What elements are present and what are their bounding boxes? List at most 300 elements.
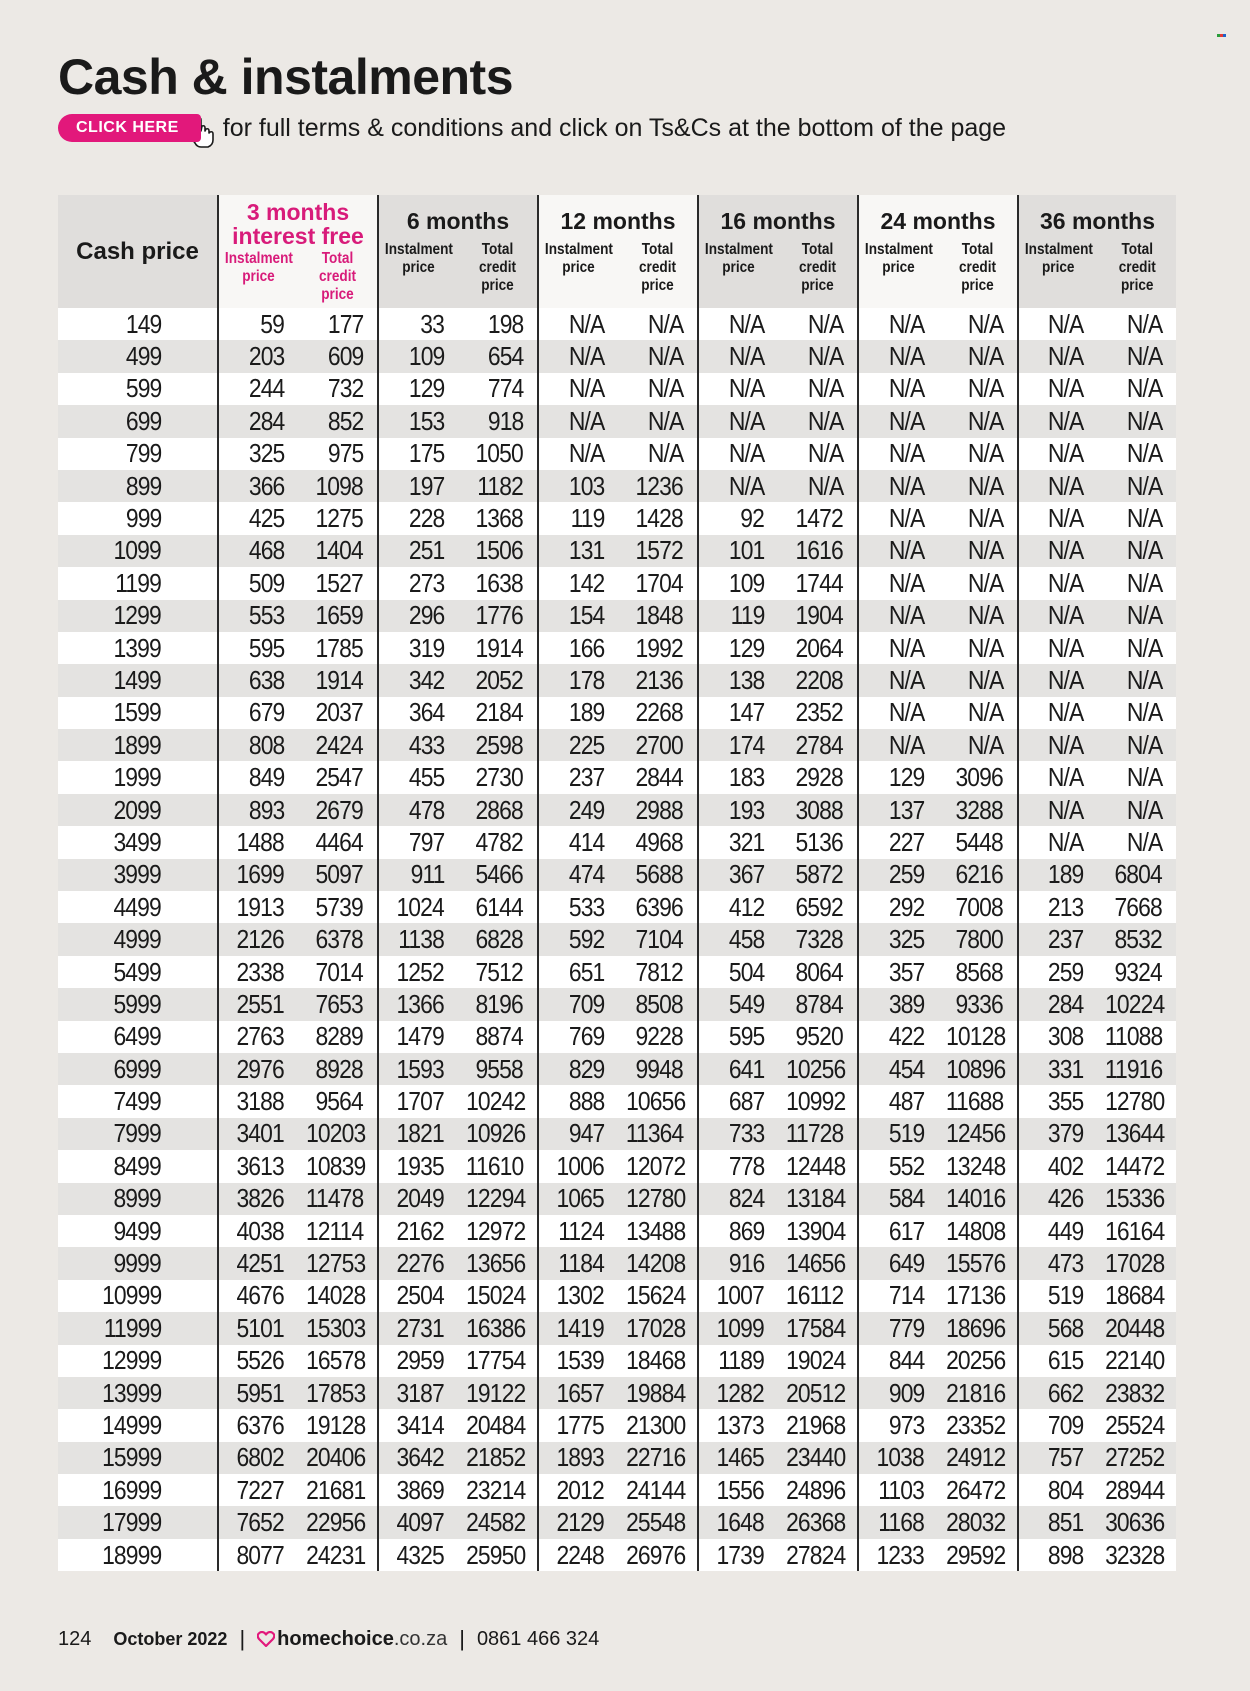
cash-price-cell: 1199: [58, 567, 218, 599]
total-credit-price-cell: N/A: [618, 340, 698, 372]
instalment-price-cell: N/A: [1018, 535, 1097, 567]
total-credit-price-cell: N/A: [938, 632, 1018, 664]
table-row: [58, 502, 1176, 534]
total-credit-price-cell: 17754: [458, 1345, 538, 1377]
total-credit-price-cell: 6396: [618, 891, 698, 923]
total-credit-price-cell: 732: [298, 373, 378, 405]
instalment-price-cell: 584: [858, 1183, 938, 1215]
total-credit-price-cell: 12072: [618, 1150, 698, 1182]
total-credit-price-cell: N/A: [938, 502, 1018, 534]
cash-price-cell: 1499: [58, 664, 218, 696]
instalment-price-cell: 109: [698, 567, 778, 599]
total-credit-price-cell: 1428: [618, 502, 698, 534]
total-credit-price-cell: 23214: [458, 1474, 538, 1506]
cash-price-cell: 9999: [58, 1247, 218, 1279]
total-credit-price-cell: 13488: [618, 1215, 698, 1247]
total-credit-price-cell: 24144: [618, 1474, 698, 1506]
total-credit-price-cell: 1182: [458, 470, 538, 502]
total-credit-price-cell: 26472: [938, 1474, 1018, 1506]
instalment-price-cell: 4325: [378, 1539, 458, 1571]
instalment-price-cell: N/A: [538, 438, 618, 470]
instalment-price-cell: N/A: [1018, 632, 1097, 664]
page-number: 124: [58, 1627, 92, 1650]
total-credit-price-cell: N/A: [618, 405, 698, 437]
instalment-price-cell: 2976: [218, 1053, 298, 1085]
total-credit-price-cell: 24231: [298, 1539, 378, 1571]
instalment-price-cell: 1479: [378, 1021, 458, 1053]
plan-subtitle: interest free: [232, 222, 364, 249]
table-row: [58, 340, 1176, 372]
instalment-price-cell: 138: [698, 664, 778, 696]
total-credit-price-cell: 10224: [1097, 988, 1176, 1020]
total-credit-price-cell: 13644: [1097, 1118, 1176, 1150]
total-credit-price-cell: 11364: [618, 1118, 698, 1150]
instalment-price-cell: 355: [1018, 1085, 1097, 1117]
instalment-price-cell: 7652: [218, 1506, 298, 1538]
instalment-price-cell: 487: [858, 1085, 938, 1117]
instalment-price-cell: 364: [378, 697, 458, 729]
total-credit-price-cell: 21300: [618, 1409, 698, 1441]
instalment-price-cell: 2338: [218, 956, 298, 988]
instalment-price-cell: 227: [858, 826, 938, 858]
total-credit-price-cell: 6828: [458, 923, 538, 955]
total-credit-price-cell: 8289: [298, 1021, 378, 1053]
total-credit-price-cell: 24582: [458, 1506, 538, 1538]
instalment-price-cell: N/A: [1018, 664, 1097, 696]
total-credit-price-cell: 16578: [298, 1345, 378, 1377]
instalment-price-cell: 101: [698, 535, 778, 567]
total-credit-price-cell: 918: [458, 405, 538, 437]
instalment-price-cell: 1184: [538, 1247, 618, 1279]
total-credit-price-cell: N/A: [778, 340, 858, 372]
total-credit-price-cell: 2352: [778, 697, 858, 729]
instalment-price-cell: N/A: [538, 340, 618, 372]
total-credit-price-cell: 2844: [618, 761, 698, 793]
total-credit-price-cell: 7512: [458, 956, 538, 988]
table-row: [58, 1085, 1176, 1117]
total-credit-price-cell: N/A: [1097, 567, 1176, 599]
price-table: [58, 195, 1176, 1571]
total-credit-price-cell: 4968: [618, 826, 698, 858]
instalment-price-cell: 33: [378, 308, 458, 340]
instalment-price-cell: 244: [218, 373, 298, 405]
instalment-price-cell: 2504: [378, 1280, 458, 1312]
instalment-price-cell: 552: [858, 1150, 938, 1182]
total-credit-price-cell: 30636: [1097, 1506, 1176, 1538]
issue-date: October 2022: [113, 1628, 228, 1649]
table-row: [58, 1021, 1176, 1053]
total-credit-price-cell: 15303: [298, 1312, 378, 1344]
total-credit-price-cell: N/A: [1097, 729, 1176, 761]
price-table-body: [58, 308, 1176, 1571]
cash-price-cell: 4499: [58, 891, 218, 923]
total-credit-price-cell: N/A: [1097, 697, 1176, 729]
instalment-price-cell: 3826: [218, 1183, 298, 1215]
instalment-price-cell: 687: [698, 1085, 778, 1117]
total-credit-price-cell: 24896: [778, 1474, 858, 1506]
total-credit-price-cell: 1616: [778, 535, 858, 567]
table-row: [58, 988, 1176, 1020]
table-row: [58, 891, 1176, 923]
total-credit-price-cell: 2208: [778, 664, 858, 696]
instalment-price-cell: N/A: [1018, 600, 1097, 632]
instalment-price-cell: 3869: [378, 1474, 458, 1506]
instalment-price-cell: 651: [538, 956, 618, 988]
instalment-price-cell: 1539: [538, 1345, 618, 1377]
table-row: [58, 535, 1176, 567]
total-credit-price-cell: N/A: [618, 438, 698, 470]
total-credit-price-cell: N/A: [938, 535, 1018, 567]
total-credit-price-cell: 8508: [618, 988, 698, 1020]
total-credit-price-cell: 26368: [778, 1506, 858, 1538]
instalment-price-cell: 757: [1018, 1442, 1097, 1474]
instalment-price-cell: 709: [538, 988, 618, 1020]
instalment-price-cell: 129: [378, 373, 458, 405]
total-credit-price-cell: 1704: [618, 567, 698, 599]
instalment-price-label: Instalment price: [1024, 240, 1093, 276]
total-credit-price-cell: 1744: [778, 567, 858, 599]
total-credit-price-cell: 25950: [458, 1539, 538, 1571]
total-credit-price-cell: 32328: [1097, 1539, 1176, 1571]
total-credit-price-cell: N/A: [1097, 470, 1176, 502]
cash-price-cell: 899: [58, 470, 218, 502]
cash-price-cell: 13999: [58, 1377, 218, 1409]
total-credit-price-cell: N/A: [938, 340, 1018, 372]
total-credit-price-cell: 11916: [1097, 1053, 1176, 1085]
total-credit-price-cell: 7104: [618, 923, 698, 955]
instalment-price-cell: N/A: [858, 470, 938, 502]
instalment-price-cell: 1648: [698, 1506, 778, 1538]
instalment-price-cell: 228: [378, 502, 458, 534]
instalment-price-label: Instalment price: [384, 240, 453, 276]
total-credit-price-cell: 21816: [938, 1377, 1018, 1409]
instalment-price-cell: 1189: [698, 1345, 778, 1377]
instalment-price-cell: 615: [1018, 1345, 1097, 1377]
instalment-price-cell: 449: [1018, 1215, 1097, 1247]
total-credit-price-cell: 7008: [938, 891, 1018, 923]
total-credit-price-cell: 2928: [778, 761, 858, 793]
brand-link[interactable]: homechoice.co.za: [277, 1627, 448, 1650]
table-row: [58, 729, 1176, 761]
instalment-price-cell: 1024: [378, 891, 458, 923]
total-credit-label: Total credit price: [1118, 240, 1156, 294]
total-credit-price-cell: N/A: [938, 567, 1018, 599]
total-credit-price-cell: N/A: [938, 470, 1018, 502]
instalment-price-cell: 2162: [378, 1215, 458, 1247]
total-credit-price-cell: 1368: [458, 502, 538, 534]
total-credit-price-cell: 852: [298, 405, 378, 437]
instalment-price-cell: 273: [378, 567, 458, 599]
table-row: [58, 664, 1176, 696]
instalment-price-cell: N/A: [858, 438, 938, 470]
table-row: [58, 1280, 1176, 1312]
instalment-price-cell: 193: [698, 794, 778, 826]
total-credit-price-cell: 22956: [298, 1506, 378, 1538]
instalment-price-cell: 709: [1018, 1409, 1097, 1441]
table-row: [58, 859, 1176, 891]
total-credit-price-cell: 3288: [938, 794, 1018, 826]
total-credit-price-cell: 17028: [618, 1312, 698, 1344]
instalment-price-cell: 225: [538, 729, 618, 761]
total-credit-price-cell: 12294: [458, 1183, 538, 1215]
instalment-price-cell: 1006: [538, 1150, 618, 1182]
total-credit-price-cell: 2730: [458, 761, 538, 793]
instalment-price-cell: 6376: [218, 1409, 298, 1441]
instalment-price-cell: 433: [378, 729, 458, 761]
header-plan-6: [378, 195, 538, 308]
total-credit-price-cell: N/A: [1097, 826, 1176, 858]
instalment-price-cell: 259: [1018, 956, 1097, 988]
instalment-price-cell: 129: [698, 632, 778, 664]
total-credit-price-cell: N/A: [778, 373, 858, 405]
instalment-price-cell: 1488: [218, 826, 298, 858]
instalment-price-cell: 1124: [538, 1215, 618, 1247]
total-credit-price-cell: N/A: [938, 697, 1018, 729]
click-here-button[interactable]: CLICK HERE: [58, 114, 201, 142]
color-dots-icon: [1217, 34, 1226, 40]
instalment-price-cell: N/A: [1018, 761, 1097, 793]
instalment-price-cell: 119: [538, 502, 618, 534]
instalment-price-cell: 59: [218, 308, 298, 340]
instalment-price-cell: 1282: [698, 1377, 778, 1409]
total-credit-price-cell: 10656: [618, 1085, 698, 1117]
instalment-price-cell: 909: [858, 1377, 938, 1409]
total-credit-price-cell: N/A: [1097, 308, 1176, 340]
instalment-price-cell: 3613: [218, 1150, 298, 1182]
instalment-price-cell: N/A: [1018, 567, 1097, 599]
cash-price-cell: 1999: [58, 761, 218, 793]
instalment-price-cell: 1252: [378, 956, 458, 988]
total-credit-price-cell: N/A: [938, 664, 1018, 696]
table-row: [58, 1506, 1176, 1538]
instalment-price-cell: 175: [378, 438, 458, 470]
total-credit-price-cell: N/A: [778, 308, 858, 340]
total-credit-price-cell: 2037: [298, 697, 378, 729]
table-row: [58, 1539, 1176, 1571]
instalment-price-cell: 592: [538, 923, 618, 955]
total-credit-price-cell: N/A: [618, 308, 698, 340]
total-credit-price-cell: 22716: [618, 1442, 698, 1474]
instalment-price-cell: 119: [698, 600, 778, 632]
total-credit-price-cell: 1527: [298, 567, 378, 599]
instalment-price-cell: 213: [1018, 891, 1097, 923]
instalment-price-cell: N/A: [1018, 826, 1097, 858]
total-credit-price-cell: 17584: [778, 1312, 858, 1344]
instalment-price-cell: 2129: [538, 1506, 618, 1538]
instalment-price-cell: 422: [858, 1021, 938, 1053]
instalment-price-cell: 103: [538, 470, 618, 502]
total-credit-price-cell: 2700: [618, 729, 698, 761]
instalment-price-cell: 638: [218, 664, 298, 696]
instalment-price-cell: N/A: [1018, 438, 1097, 470]
header-cash-price: Cash price: [58, 195, 218, 308]
instalment-price-cell: 7227: [218, 1474, 298, 1506]
instalment-price-cell: 1707: [378, 1085, 458, 1117]
cash-price-cell: 1099: [58, 535, 218, 567]
total-credit-price-cell: N/A: [618, 373, 698, 405]
instalment-price-cell: 3188: [218, 1085, 298, 1117]
total-credit-price-cell: 17136: [938, 1280, 1018, 1312]
total-credit-price-cell: 28944: [1097, 1474, 1176, 1506]
instalment-price-cell: 237: [538, 761, 618, 793]
instalment-price-cell: 325: [858, 923, 938, 955]
total-credit-price-cell: 2184: [458, 697, 538, 729]
total-credit-price-cell: 1904: [778, 600, 858, 632]
instalment-price-cell: 1556: [698, 1474, 778, 1506]
total-credit-price-cell: 6592: [778, 891, 858, 923]
total-credit-price-cell: 21681: [298, 1474, 378, 1506]
total-credit-price-cell: N/A: [938, 600, 1018, 632]
table-row: [58, 826, 1176, 858]
cash-price-cell: 6999: [58, 1053, 218, 1085]
instalment-price-cell: 1302: [538, 1280, 618, 1312]
table-row: [58, 1312, 1176, 1344]
instalment-price-cell: 829: [538, 1053, 618, 1085]
cash-price-cell: 17999: [58, 1506, 218, 1538]
total-credit-price-cell: 6144: [458, 891, 538, 923]
instalment-price-cell: 769: [538, 1021, 618, 1053]
instalment-price-cell: 1099: [698, 1312, 778, 1344]
total-credit-price-cell: 2679: [298, 794, 378, 826]
instalment-price-cell: 154: [538, 600, 618, 632]
instalment-price-cell: 129: [858, 761, 938, 793]
total-credit-price-cell: 14028: [298, 1280, 378, 1312]
header-plan-3: [218, 195, 378, 308]
total-credit-price-cell: 10839: [298, 1150, 378, 1182]
instalment-price-cell: 568: [1018, 1312, 1097, 1344]
instalment-price-cell: 249: [538, 794, 618, 826]
instalment-price-cell: 468: [218, 535, 298, 567]
instalment-price-cell: N/A: [1018, 308, 1097, 340]
instalment-price-cell: N/A: [1018, 697, 1097, 729]
total-credit-price-cell: 1472: [778, 502, 858, 534]
instalment-price-cell: 916: [698, 1247, 778, 1279]
total-credit-price-cell: N/A: [1097, 405, 1176, 437]
instalment-price-cell: 331: [1018, 1053, 1097, 1085]
total-credit-price-cell: 1098: [298, 470, 378, 502]
instalment-price-label: Instalment price: [864, 240, 933, 276]
total-credit-price-cell: 19122: [458, 1377, 538, 1409]
table-row: [58, 1474, 1176, 1506]
total-credit-price-cell: 15336: [1097, 1183, 1176, 1215]
instalment-price-cell: 2959: [378, 1345, 458, 1377]
instalment-price-cell: 1065: [538, 1183, 618, 1215]
total-credit-price-cell: N/A: [1097, 502, 1176, 534]
cash-price-cell: 7999: [58, 1118, 218, 1150]
instalment-price-cell: 2551: [218, 988, 298, 1020]
total-credit-price-cell: 8784: [778, 988, 858, 1020]
total-credit-price-cell: 15576: [938, 1247, 1018, 1279]
total-credit-price-cell: N/A: [1097, 761, 1176, 793]
instalment-price-cell: 478: [378, 794, 458, 826]
total-credit-price-cell: 28032: [938, 1506, 1018, 1538]
table-row: [58, 632, 1176, 664]
instalment-price-cell: 641: [698, 1053, 778, 1085]
total-credit-price-cell: 16386: [458, 1312, 538, 1344]
heart-icon: [257, 1631, 275, 1647]
instalment-price-cell: 649: [858, 1247, 938, 1279]
instalment-price-cell: 3401: [218, 1118, 298, 1150]
total-credit-price-cell: 17853: [298, 1377, 378, 1409]
instalment-price-cell: 3414: [378, 1409, 458, 1441]
instalment-price-cell: 2012: [538, 1474, 618, 1506]
instalment-price-cell: N/A: [698, 405, 778, 437]
total-credit-price-cell: N/A: [938, 405, 1018, 437]
total-credit-price-cell: 9228: [618, 1021, 698, 1053]
instalment-price-cell: N/A: [698, 438, 778, 470]
total-credit-price-cell: 18696: [938, 1312, 1018, 1344]
instalment-price-cell: 166: [538, 632, 618, 664]
total-credit-price-cell: 14656: [778, 1247, 858, 1279]
total-credit-price-cell: 14016: [938, 1183, 1018, 1215]
total-credit-price-cell: N/A: [938, 308, 1018, 340]
instalment-price-cell: 973: [858, 1409, 938, 1441]
terms-row: [58, 110, 1006, 146]
total-credit-price-cell: 12456: [938, 1118, 1018, 1150]
instalment-price-cell: 2731: [378, 1312, 458, 1344]
total-credit-price-cell: 20448: [1097, 1312, 1176, 1344]
instalment-price-cell: 869: [698, 1215, 778, 1247]
instalment-price-cell: 778: [698, 1150, 778, 1182]
plan-title: 3 months: [246, 198, 350, 225]
total-credit-price-cell: 21852: [458, 1442, 538, 1474]
instalment-price-cell: N/A: [538, 405, 618, 437]
header-plan-16: [698, 195, 858, 308]
instalment-price-cell: 1935: [378, 1150, 458, 1182]
total-credit-price-cell: 9948: [618, 1053, 698, 1085]
total-credit-label: Total credit price: [958, 240, 997, 294]
instalment-price-cell: 595: [218, 632, 298, 664]
instalment-price-cell: 1465: [698, 1442, 778, 1474]
total-credit-price-cell: 15024: [458, 1280, 538, 1312]
instalment-price-cell: 321: [698, 826, 778, 858]
total-credit-price-cell: 7812: [618, 956, 698, 988]
table-row: [58, 600, 1176, 632]
instalment-price-cell: 804: [1018, 1474, 1097, 1506]
instalment-price-cell: 308: [1018, 1021, 1097, 1053]
instalment-price-cell: 92: [698, 502, 778, 534]
total-credit-price-cell: 8532: [1097, 923, 1176, 955]
total-credit-price-cell: 20512: [778, 1377, 858, 1409]
instalment-price-cell: N/A: [1018, 794, 1097, 826]
instalment-price-cell: 1657: [538, 1377, 618, 1409]
total-credit-price-cell: 6378: [298, 923, 378, 955]
table-row: [58, 405, 1176, 437]
page-footer: [58, 1626, 599, 1652]
total-credit-price-cell: 6804: [1097, 859, 1176, 891]
instalment-price-cell: 4038: [218, 1215, 298, 1247]
header-plan-36: [1018, 195, 1176, 308]
total-credit-price-cell: 10203: [298, 1118, 378, 1150]
total-credit-price-cell: 25524: [1097, 1409, 1176, 1441]
footer-separator: |: [459, 1626, 465, 1651]
instalment-price-cell: 679: [218, 697, 298, 729]
total-credit-price-cell: 9336: [938, 988, 1018, 1020]
table-row: [58, 1215, 1176, 1247]
instalment-price-cell: N/A: [1018, 502, 1097, 534]
instalment-price-cell: 147: [698, 697, 778, 729]
total-credit-price-cell: 177: [298, 308, 378, 340]
instalment-price-cell: 197: [378, 470, 458, 502]
instalment-price-cell: 203: [218, 340, 298, 372]
instalment-price-cell: N/A: [858, 664, 938, 696]
total-credit-price-cell: 3088: [778, 794, 858, 826]
instalment-price-cell: 1373: [698, 1409, 778, 1441]
instalment-price-cell: 1038: [858, 1442, 938, 1474]
total-credit-price-cell: 12972: [458, 1215, 538, 1247]
total-credit-price-cell: 2268: [618, 697, 698, 729]
table-row: [58, 567, 1176, 599]
